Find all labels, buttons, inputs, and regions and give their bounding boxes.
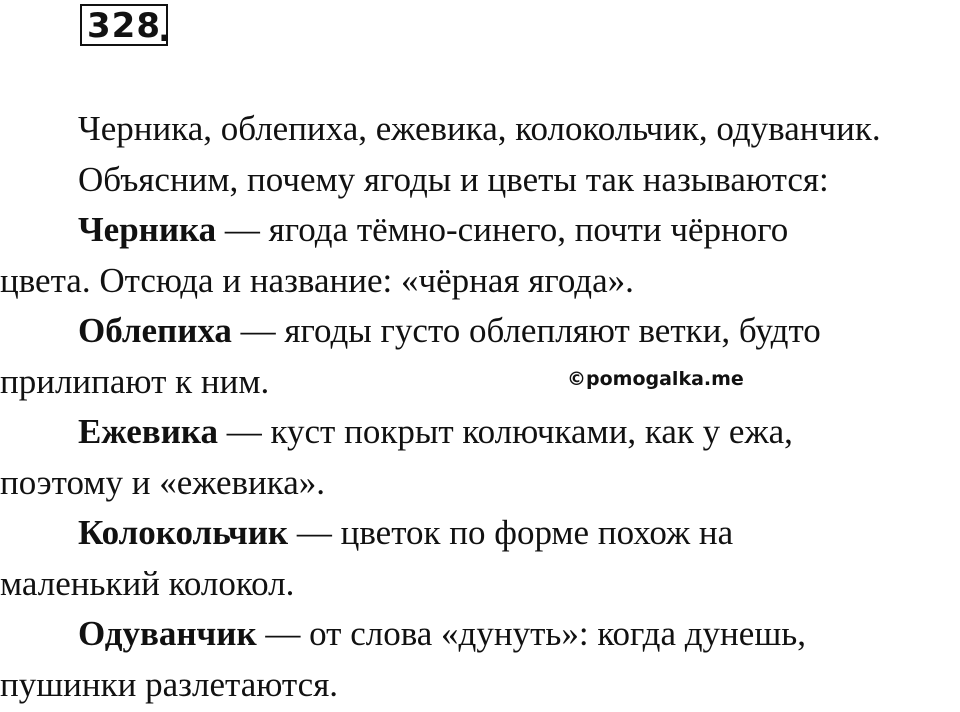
text-line: Черника — ягода тёмно-синего, почти чёрного (78, 210, 789, 249)
text-line: прилипают к ним. (0, 361, 270, 401)
term: Одуванчик (78, 614, 257, 653)
text-line: Колокольчик — цветок по форме похож на (78, 513, 734, 552)
text-line: пушинки разлетаются. (0, 664, 339, 704)
exercise-number: 328 (87, 6, 161, 46)
exercise-text (0, 104, 960, 710)
term: Черника (78, 210, 217, 249)
text-line: маленький колокол. (0, 563, 295, 603)
term: Ежевика (78, 412, 218, 451)
text-line: Облепиха — ягоды густо облепляют ветки, будто (78, 311, 821, 350)
text-line: Одуванчик — от слова «дунуть»: когда дунешь, (78, 614, 806, 653)
text-line: Черника, облепиха, ежевика, колокольчик, одуванчик. (78, 109, 881, 148)
exercise-number-box (80, 4, 168, 46)
text-line: Ежевика — куст покрыт колючками, как у ежа, (78, 412, 793, 451)
exercise-number-dot: . (158, 10, 171, 50)
term: Облепиха (78, 311, 232, 350)
text-line: поэтому и «ежевика». (0, 462, 326, 502)
watermark: ©pomogalka.me (567, 368, 744, 390)
term: Колокольчик (78, 513, 289, 552)
text-line: Объясним, почему ягоды и цветы так называются: (78, 159, 829, 199)
text-line: цвета. Отсюда и название: «чёрная ягода». (0, 260, 634, 300)
